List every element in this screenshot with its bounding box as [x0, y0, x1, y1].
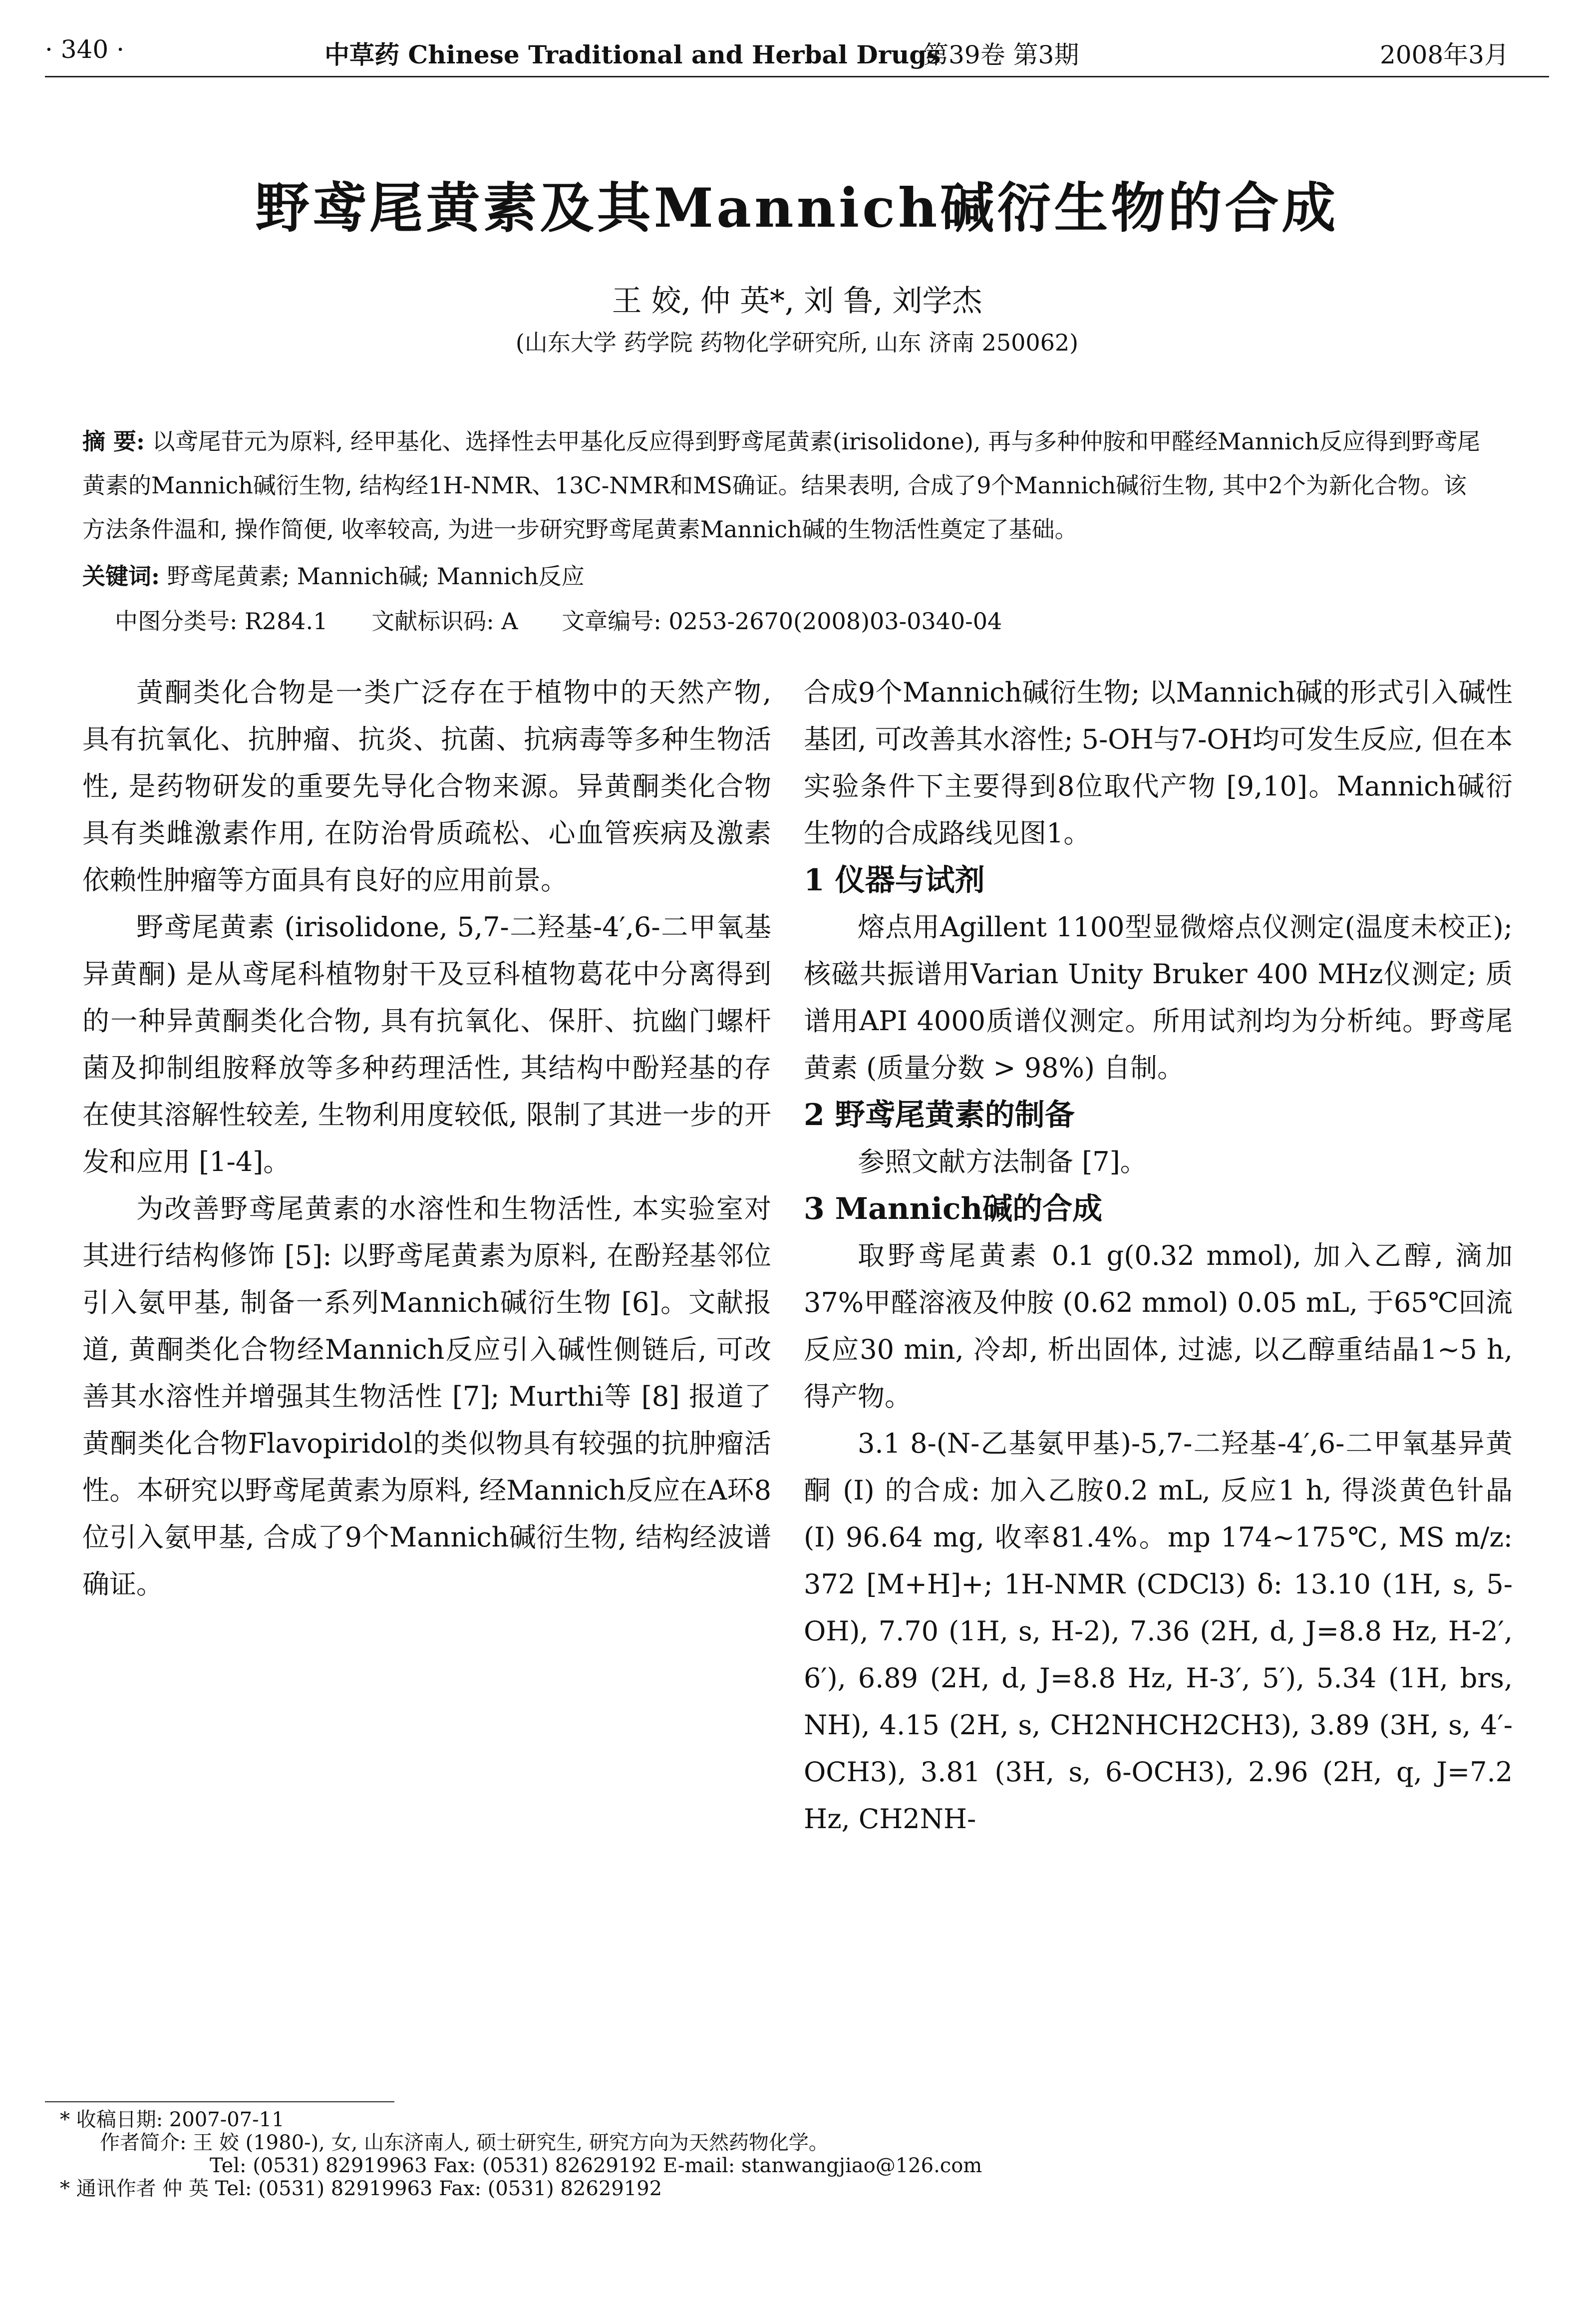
footnote-contact: Tel: (0531) 82919963 Fax: (0531) 82629192 E-mail: stanwangjiao@126.com [210, 2154, 982, 2177]
body-paragraph: 野鸢尾黄素 (irisolidone, 5,7-二羟基-4′,6-二甲氧基异黄酮) 是从鸢尾科植物射干及豆科植物葛花中分离得到的一种异黄酮类化合物, 具有抗氧化、保肝、抗幽门螺杆菌及抑制组胺释放等多种药理活性, 其结构中酚羟基的存在使其溶解性较差, 生物利用度较低, 限制了其进一步的开发和应用 [1-4]。 [82, 911, 771, 1177]
affiliation: (山东大学 药学院 药物化学研究所, 山东 济南 250062) [515, 329, 1079, 356]
footnote-corresponding: * 通讯作者 仲 英 Tel: (0531) 82919963 Fax: (0531) 82629192 [60, 2177, 662, 2200]
body-paragraph: 黄酮类化合物是一类广泛存在于植物中的天然产物, 具有抗氧化、抗肿瘤、抗炎、抗菌、抗病毒等多种生物活性, 是药物研发的重要先导化合物来源。异黄酮类化合物具有类雌激素作用, 在防治骨质疏松、心血管疾病及激素依赖性肿瘤等方面具有良好的应用前景。 [82, 677, 771, 896]
journal-name: 中草药 Chinese Traditional and Herbal Drugs [324, 40, 941, 69]
article-title: 野鸢尾黄素及其Mannich碱衍生物的合成 [255, 177, 1339, 240]
footnote-rule [45, 2101, 394, 2102]
article-number: 文章编号: 0253-2670(2008)03-0340-04 [562, 608, 1002, 635]
body-paragraph: 取野鸢尾黄素 0.1 g(0.32 mmol), 加入乙醇, 滴加37%甲醛溶液及仲胺 (0.62 mmol) 0.05 mL, 于65℃回流反应30 min, 冷却, 析出固体, 过滤, 以乙醇重结晶1~5 h, 得产物。 [804, 1240, 1513, 1412]
body-paragraph: 为改善野鸢尾黄素的水溶性和生物活性, 本实验室对其进行结构修饰 [5]: 以野鸢尾黄素为原料, 在酚羟基邻位引入氨甲基, 制备一系列Mannich碱衍生物 [6]。文献报道, 黄酮类化合物经Mannich反应引入碱性侧链后, 可改善其水溶性并增强其生物活性 [7]; Murthi等 [8] 报道了黄酮类化合物Flavopiridol的类似物具有较强的抗肿瘤活性。本研究以野鸢尾黄素为原料, 经Mannich反应在A环8位引入氨甲基, 合成了9个Mannich碱衍生物, 结构经波谱确证。 [82, 1193, 771, 1600]
section-heading: 3 Mannich碱的合成 [804, 1191, 1103, 1226]
keywords-label: 关键词: [82, 563, 160, 590]
header-rule [45, 76, 1549, 77]
body-paragraph: 合成9个Mannich碱衍生物; 以Mannich碱的形式引入碱性基团, 可改善其水溶性; 5-OH与7-OH均可发生反应, 但在本实验条件下主要得到8位取代产物 [9,10]。Mannich碱衍生物的合成路线见图1。 [804, 677, 1513, 849]
footnote-received: * 收稿日期: 2007-07-11 [60, 2108, 285, 2131]
body-paragraph: 参照文献方法制备 [7]。 [858, 1146, 1147, 1177]
page-number: · 340 · [45, 35, 125, 64]
volume-issue: 第39卷 第3期 [924, 40, 1079, 69]
compound-data: 3.1 8-(N-乙基氨甲基)-5,7-二羟基-4′,6-二甲氧基异黄酮 (I) 的合成: 加入乙胺0.2 mL, 反应1 h, 得淡黄色针晶 (I) 96.64 mg, 收率81.4%。mp 174~175℃, MS m/z: 372 [M+H]+; 1H-NMR (CDCl3) δ: 13.10 (1H, s, 5-OH), 7.70 (1H, s, H-2), 7.36 (2H, d, J=8.8 Hz, H-2′, 6′), 6.89 (2H, d, J=8.8 Hz, H-3′, 5′), 5.34 (1H, brs, NH), 4.15 (2H, s, CH2NHCH2CH3), 3.89 (3H, s, 4′-OCH3), 3.81 (3H, s, 6-OCH3), 2.96 (2H, q, J=7.2 Hz, CH2NH- [804, 1428, 1513, 1835]
section-heading: 1 仪器与试剂 [804, 863, 985, 898]
author-list: 王 姣, 仲 英*, 刘 鲁, 刘学杰 [612, 284, 982, 319]
clc-number: 中图分类号: R284.1 [115, 608, 328, 635]
right-column [804, 669, 1513, 1843]
keywords-text: 野鸢尾黄素; Mannich碱; Mannich反应 [167, 563, 585, 590]
abstract [82, 419, 1480, 551]
classification-line [115, 599, 1463, 643]
abstract-label: 摘 要: [82, 428, 145, 455]
abstract-text: 以鸢尾苷元为原料, 经甲基化、选择性去甲基化反应得到野鸢尾黄素(irisolidone), 再与多种仲胺和甲醛经Mannich反应得到野鸢尾黄素的Mannich碱衍生物, 结构经1H-NMR、13C-NMR和MS确证。结果表明, 合成了9个Mannich碱衍生物, 其中2个为新化合物。该方法条件温和, 操作简便, 收率较高, 为进一步研究野鸢尾黄素Mannich碱的生物活性奠定了基础。 [82, 428, 1481, 543]
left-column [82, 669, 771, 1608]
issue-date: 2008年3月 [1379, 40, 1509, 69]
document-code: 文献标识码: A [371, 608, 518, 635]
footnote-author-bio: 作者简介: 王 姣 (1980-), 女, 山东济南人, 硕士研究生, 研究方向为天然药物化学。 [100, 2131, 829, 2154]
keywords [82, 554, 1480, 598]
section-heading: 2 野鸢尾黄素的制备 [804, 1098, 1075, 1133]
running-header [45, 30, 1549, 75]
body-paragraph: 熔点用Agillent 1100型显微熔点仪测定(温度未校正); 核磁共振谱用Varian Unity Bruker 400 MHz仪测定; 质谱用API 4000质谱仪测定。所用试剂均为分析纯。野鸢尾黄素 (质量分数 > 98%) 自制。 [804, 911, 1513, 1084]
